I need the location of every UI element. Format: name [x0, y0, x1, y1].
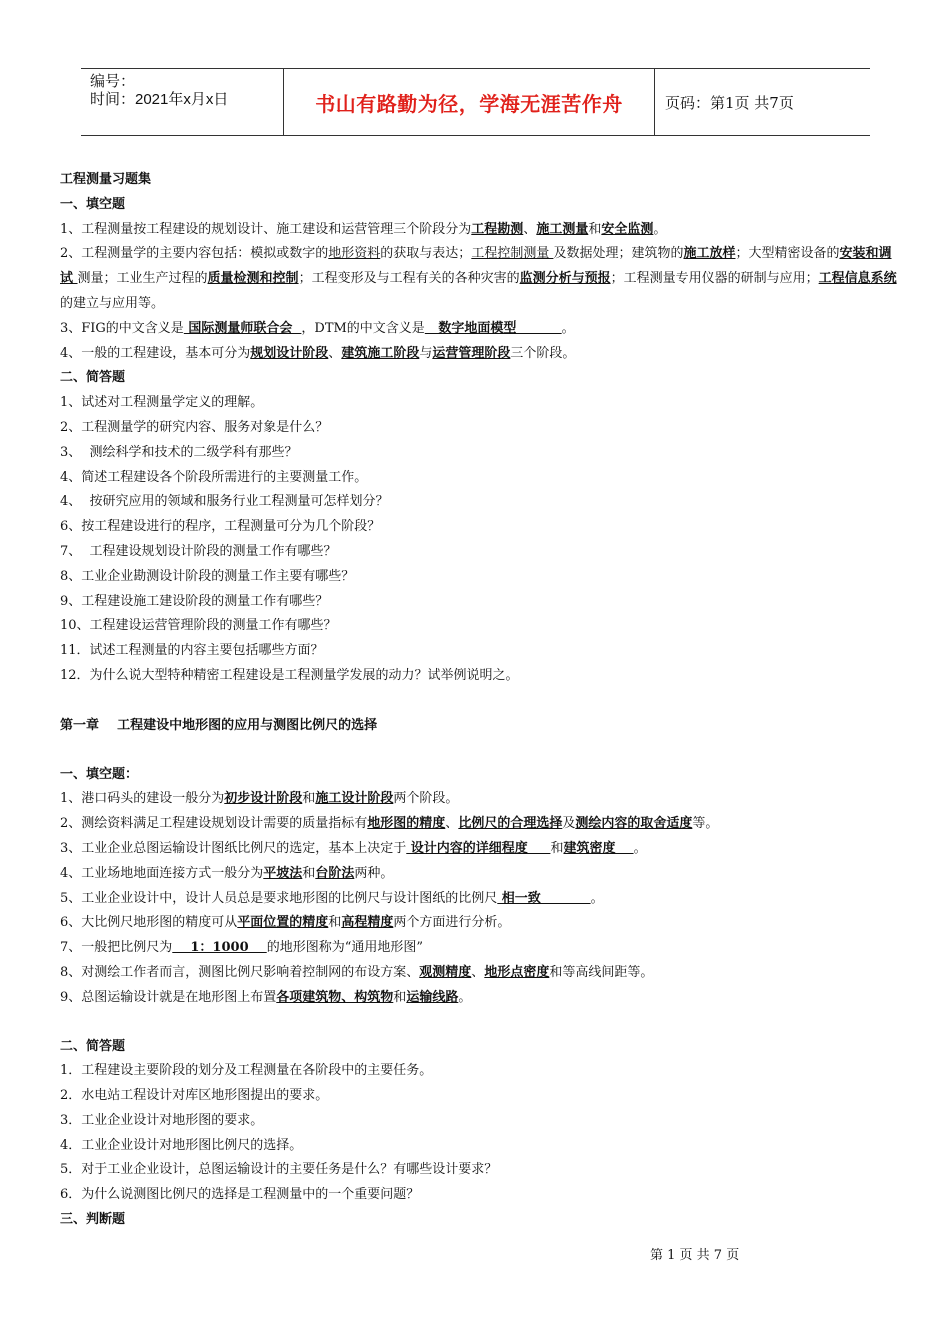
list-item: 4．工业企业设计对地形图比例尺的选择。	[60, 1137, 303, 1153]
answer: 平坡法	[263, 865, 303, 881]
fill-question	[60, 986, 900, 1011]
answer: 施工测量	[536, 221, 589, 237]
text: 等。	[692, 816, 719, 832]
header-page: 页码：第1页 共7页	[665, 93, 794, 112]
fill-question	[60, 342, 900, 367]
text: 2、工程测量学的主要内容包括：模拟或数字的	[60, 246, 329, 262]
text: 两个方面进行分析。	[393, 915, 511, 931]
text: ，DTM的中文含义是	[301, 320, 425, 336]
spacer	[60, 739, 900, 763]
text: ；工程测量专用仪器的研制与应用；	[610, 271, 819, 287]
answer: 安全监测	[601, 221, 654, 237]
section-heading: 三、判断题	[60, 1212, 126, 1228]
answer: 规划设计阶段	[250, 345, 329, 361]
fill-question	[60, 862, 900, 887]
text: 4、一般的工程建设，基本可分为	[60, 345, 251, 361]
text: 和	[302, 865, 316, 881]
answer: 高程精度	[341, 915, 394, 931]
fill-question	[60, 812, 900, 837]
answer: 地形资料	[328, 246, 381, 262]
text: 和	[302, 791, 316, 807]
text: 、	[328, 345, 342, 361]
page-header	[81, 68, 870, 136]
doc-title: 工程测量习题集	[60, 172, 152, 187]
text: 的获取与表达；	[380, 246, 472, 262]
text: 和	[328, 915, 342, 931]
text: 。	[653, 221, 667, 237]
text: 、	[523, 221, 537, 237]
list-item: 7、 工程建设规划设计阶段的测量工作有哪些？	[60, 543, 337, 559]
text: 三个阶段。	[510, 345, 576, 361]
fill-question	[60, 911, 900, 936]
answer: 质量检测和控制	[207, 271, 299, 287]
answer: 工程信息系统	[818, 271, 897, 287]
text: 1、港口码头的建设一般分为	[60, 791, 225, 807]
answer: 施工设计阶段	[315, 791, 394, 807]
answer: 国际测量师联合会	[183, 320, 302, 336]
list-item: 10、工程建设运营管理阶段的测量工作有哪些？	[60, 618, 337, 634]
section-heading: 二、简答题	[60, 1038, 126, 1054]
answer: 1：1000	[172, 940, 267, 956]
answer: 相一致	[497, 890, 591, 906]
answer: 各项建筑物、构筑物	[276, 989, 394, 1005]
text: 。	[633, 840, 647, 856]
answer: 监测分析与预报	[519, 271, 611, 287]
answer: 测绘内容的取舍适度	[575, 816, 693, 832]
list-item: 4、 按研究应用的领域和服务行业工程测量可怎样划分？	[60, 494, 389, 510]
number-label: 编号：	[90, 73, 136, 90]
text: 1、工程测量按工程建设的规划设计、施工建设和运营管理三个阶段分为	[60, 221, 472, 237]
list-item: 6、按工程建设进行的程序，工程测量可分为几个阶段？	[60, 519, 381, 535]
answer: 建筑密度	[563, 840, 634, 856]
text: 的地形图称为“通用地形图”	[266, 940, 424, 956]
answer: 初步设计阶段	[224, 791, 303, 807]
section-heading: 二、简答题	[60, 370, 126, 386]
fill-question	[60, 961, 900, 986]
text: 6、大比例尺地形图的精度可从	[60, 915, 238, 931]
section-heading: 一、填空题：	[60, 766, 139, 782]
text: 、	[445, 816, 459, 832]
answer: 平面位置的精度	[237, 915, 329, 931]
list-item: 1、试述对工程测量学定义的理解。	[60, 395, 264, 411]
document-body	[60, 168, 900, 1233]
text: 、	[471, 964, 485, 980]
list-item: 1．工程建设主要阶段的划分及工程测量在各阶段中的主要任务。	[60, 1063, 433, 1079]
list-item: 2．水电站工程设计对库区地形图提出的要求。	[60, 1088, 329, 1104]
answer: 运营管理阶段	[432, 345, 511, 361]
date-label: 时间：2021年x月x日	[90, 91, 229, 108]
list-item: 9、工程建设施工建设阶段的测量工作有哪些？	[60, 593, 329, 609]
list-item: 5．对于工业企业设计，总图运输设计的主要任务是什么？有哪些设计要求？	[60, 1162, 498, 1178]
text: 3、FIG的中文含义是	[60, 320, 184, 336]
spacer	[60, 689, 900, 714]
text: 与	[419, 345, 433, 361]
list-item: 4、简述工程建设各个阶段所需进行的主要测量工作。	[60, 469, 368, 485]
text: 。	[561, 320, 575, 336]
answer: 工程勘测	[471, 221, 524, 237]
text: 。	[590, 890, 604, 906]
header-meta	[81, 69, 283, 135]
text: 及	[562, 816, 576, 832]
text: 。	[458, 989, 472, 1005]
text: 和	[550, 840, 564, 856]
fill-question	[60, 887, 900, 912]
list-item: 6．为什么说测图比例尺的选择是工程测量中的一个重要问题？	[60, 1187, 420, 1203]
answer: 数字地面模型	[424, 320, 562, 336]
text: 3、工业企业总图运输设计图纸比例尺的选定，基本上决定于	[60, 840, 407, 856]
list-item: 12．为什么说大型特种精密工程建设是工程测量学发展的动力？试举例说明之。	[60, 667, 519, 683]
list-item: 3、 测绘科学和技术的二级学科有那些？	[60, 444, 298, 460]
section-heading: 一、填空题	[60, 196, 126, 212]
list-item: 8、工业企业勘测设计阶段的测量工作主要有哪些？	[60, 568, 355, 584]
text: 和	[588, 221, 602, 237]
answer: 安装和调试	[60, 246, 892, 287]
fill-question	[60, 787, 900, 812]
text: 两个阶段。	[393, 791, 459, 807]
fill-question	[60, 218, 900, 243]
list-item: 11．试述工程测量的内容主要包括哪些方面？	[60, 643, 324, 659]
text: 8、对测绘工作者而言，测图比例尺影响着控制网的布设方案、	[60, 964, 420, 980]
text: 的建立与应用等。	[60, 295, 165, 311]
fill-question	[60, 317, 900, 342]
text: 2、测绘资料满足工程建设规划设计需要的质量指标有	[60, 816, 368, 832]
answer: 地形图的精度	[367, 816, 446, 832]
answer: 地形点密度	[484, 964, 550, 980]
text: ；工程变形及与工程有关的各种灾害的	[298, 271, 520, 287]
page-footer: 第 1 页 共 7 页	[650, 1248, 740, 1263]
text: 和	[393, 989, 407, 1005]
answer: 台阶法	[315, 865, 355, 881]
text: ；大型精密设备的	[735, 246, 840, 262]
text: 7、一般把比例尺为	[60, 940, 173, 956]
fill-question	[60, 936, 900, 961]
fill-question	[60, 837, 900, 862]
answer: 比例尺的合理选择	[458, 816, 563, 832]
answer: 建筑施工阶段	[341, 345, 420, 361]
text: 两种。	[354, 865, 394, 881]
list-item: 3．工业企业设计对地形图的要求。	[60, 1112, 264, 1128]
answer: 观测精度	[419, 964, 472, 980]
header-motto: 书山有路勤为径，学海无涯苦作舟	[283, 69, 655, 135]
text: 5、工业企业设计中，设计人员总是要求地形图的比例尺与设计图纸的比例尺	[60, 890, 498, 906]
answer: 施工放样	[683, 246, 736, 262]
text: 9、总图运输设计就是在地形图上布置	[60, 989, 277, 1005]
text: 和等高线间距等。	[549, 964, 654, 980]
chapter-title: 第一章 工程建设中地形图的应用与测图比例尺的选择	[60, 717, 378, 733]
list-item: 2、工程测量学的研究内容、服务对象是什么？	[60, 419, 329, 435]
answer: 运输线路	[406, 989, 459, 1005]
text: 测量；工业生产过程的	[77, 271, 208, 287]
fill-question	[60, 242, 900, 316]
text: 及数据处理；建筑物的	[553, 246, 684, 262]
answer: 工程控制测量	[471, 246, 554, 262]
answer: 设计内容的详细程度	[406, 840, 551, 856]
text: 4、工业场地地面连接方式一般分为	[60, 865, 264, 881]
spacer	[60, 1011, 900, 1035]
